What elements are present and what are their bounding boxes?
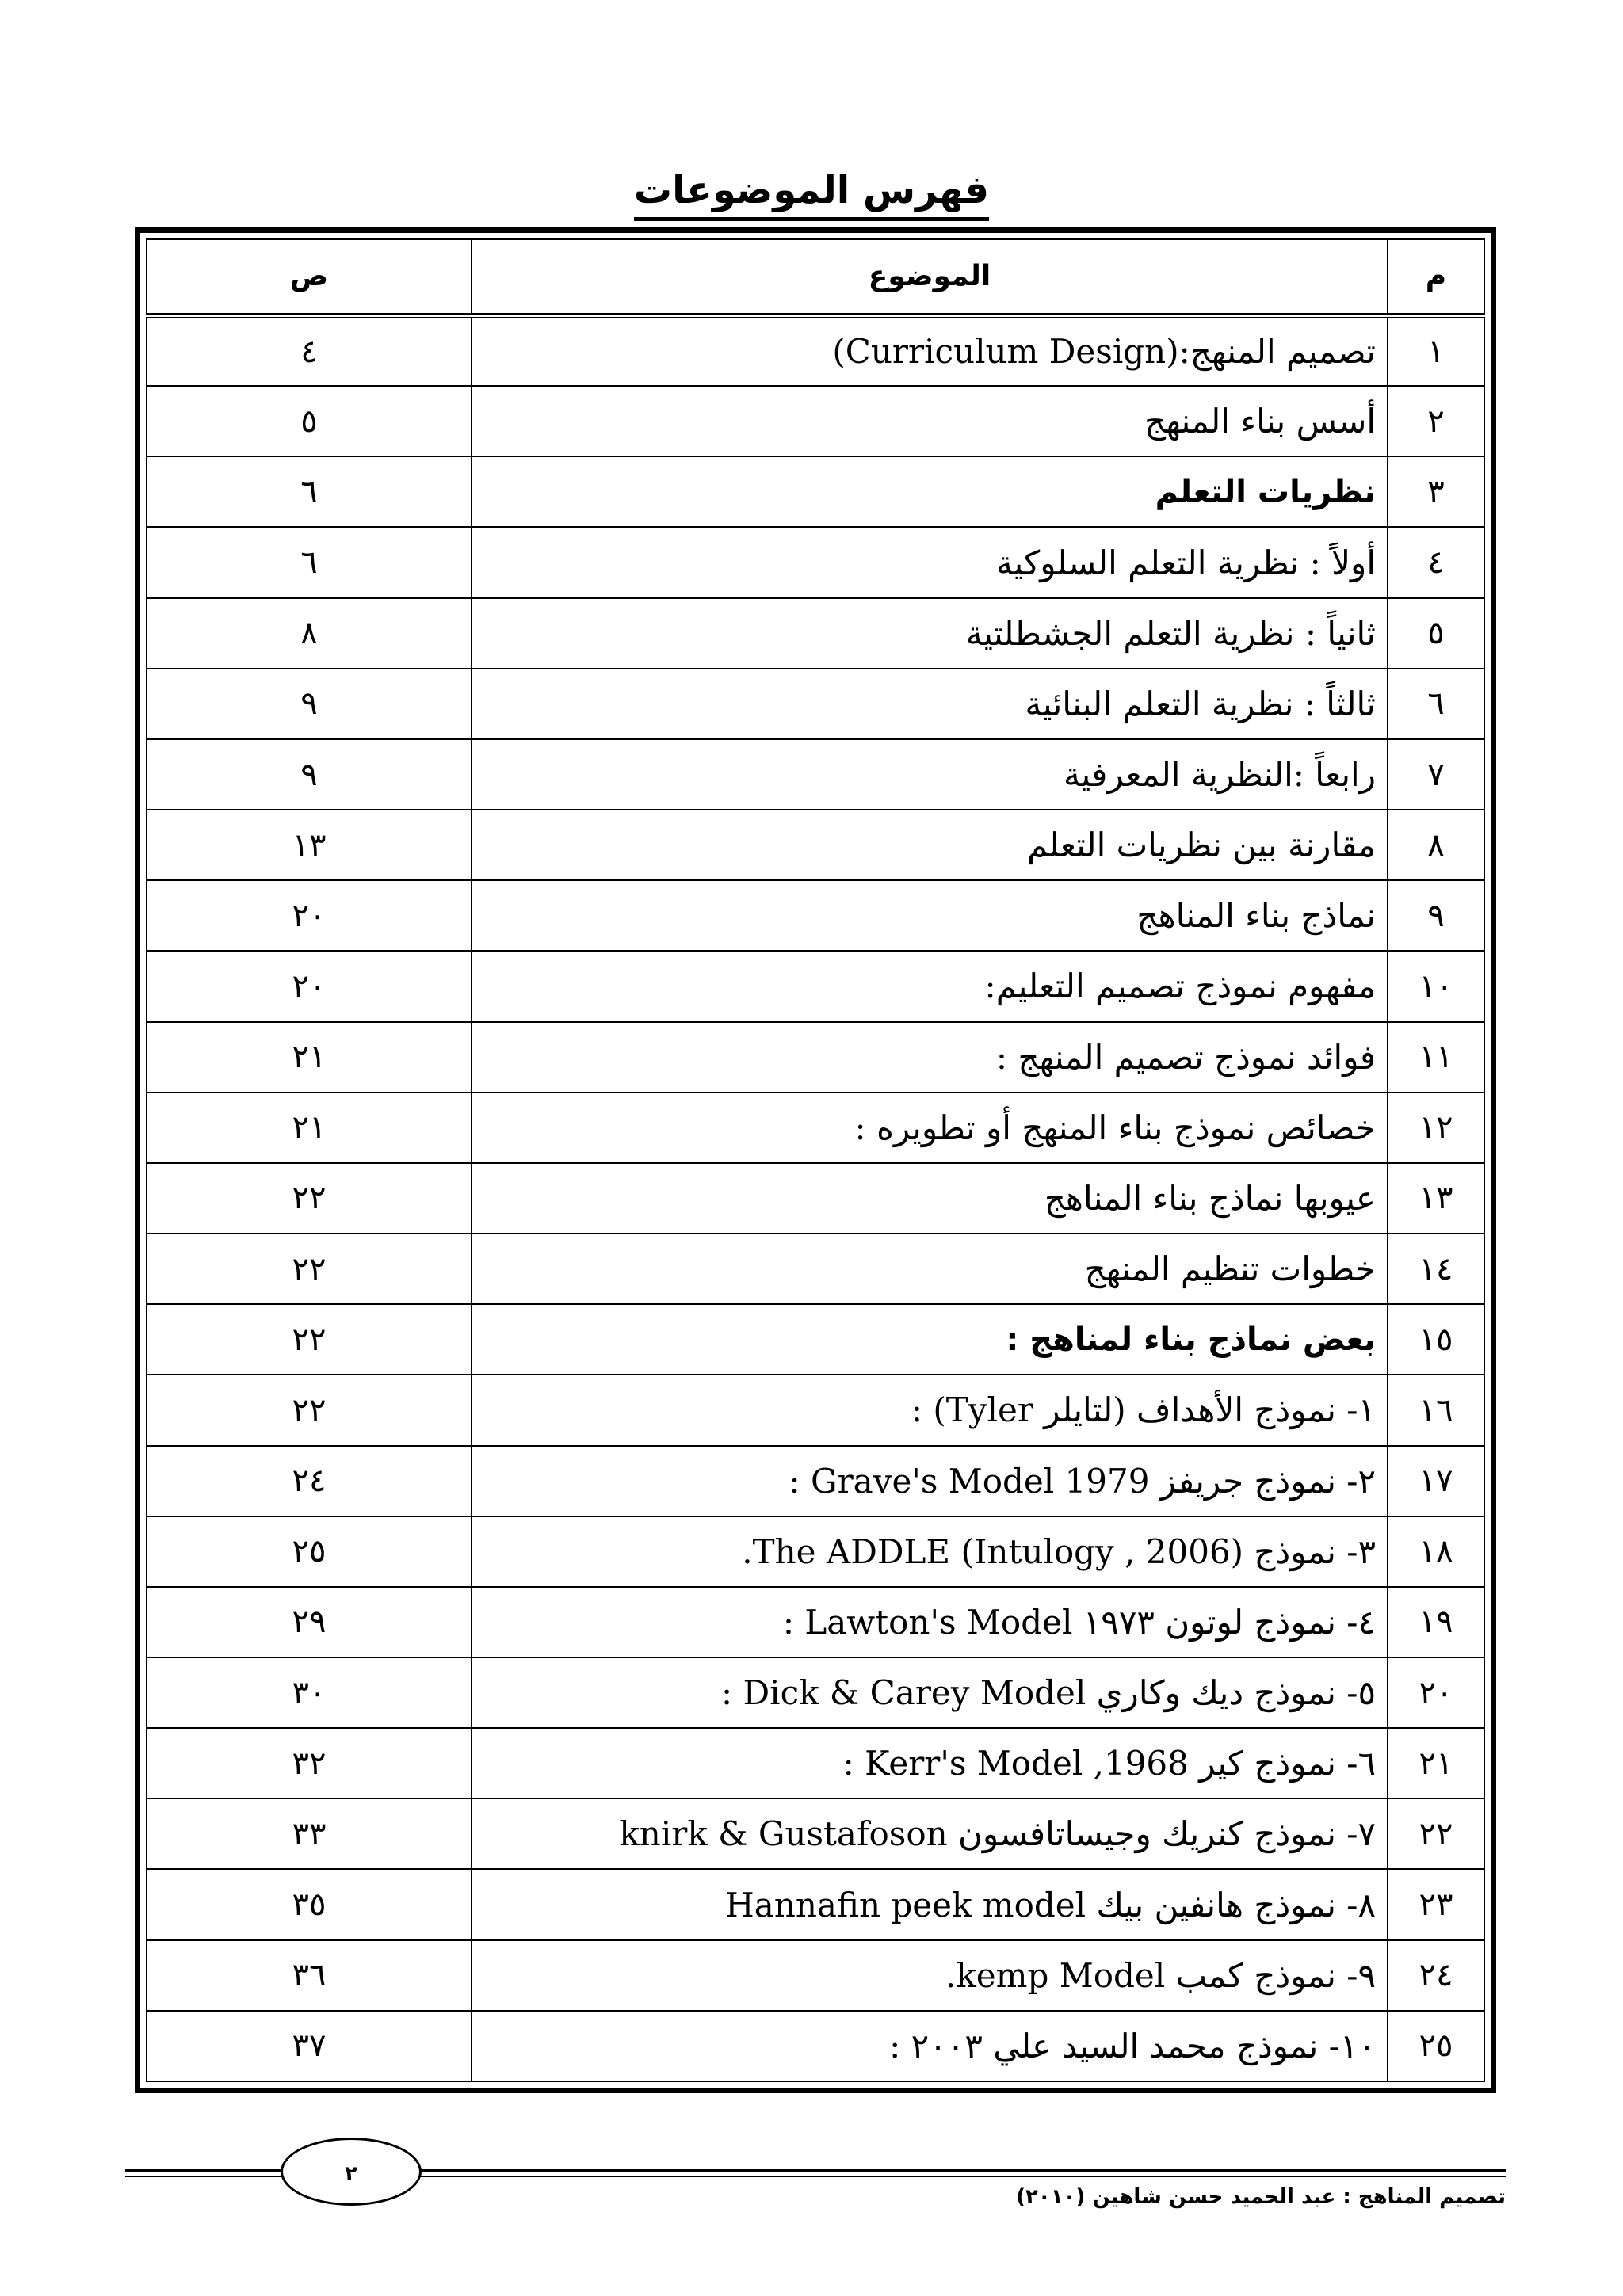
row-number: ٩	[1388, 880, 1484, 951]
row-topic: ثانياً : نظرية التعلم الجشطلتية	[472, 598, 1388, 669]
header-topic: الموضوع	[472, 239, 1388, 315]
table-row	[147, 315, 1484, 386]
table-row	[147, 1798, 1484, 1869]
row-number: ١٩	[1388, 1587, 1484, 1657]
row-topic: خطوات تنظيم المنهج	[472, 1234, 1388, 1304]
row-number: ٢٢	[1388, 1798, 1484, 1869]
row-page: ٥	[147, 386, 472, 456]
row-number: ٤	[1388, 527, 1484, 597]
row-page: ٢٢	[147, 1234, 472, 1304]
row-number: ٣	[1388, 456, 1484, 527]
row-page: ٢٤	[147, 1446, 472, 1516]
toc-header-row	[147, 239, 1484, 315]
row-number: ٢	[1388, 386, 1484, 456]
table-row	[147, 1234, 1484, 1304]
row-number: ٥	[1388, 598, 1484, 669]
row-topic: ١٠- نموذج محمد السيد علي ٢٠٠٣ :	[472, 2011, 1388, 2081]
row-topic: نماذج بناء المناهج	[472, 880, 1388, 951]
table-row	[147, 1163, 1484, 1234]
row-number: ٢٣	[1388, 1869, 1484, 1939]
row-number: ٢٥	[1388, 2011, 1484, 2081]
row-topic: نظريات التعلم	[472, 456, 1388, 527]
table-row	[147, 1093, 1484, 1163]
table-row	[147, 598, 1484, 669]
row-page: ٢٢	[147, 1163, 472, 1234]
table-row	[147, 1657, 1484, 1728]
row-topic: فوائد نموذج تصميم المنهج :	[472, 1022, 1388, 1093]
row-number: ١٥	[1388, 1304, 1484, 1375]
page-title	[0, 168, 1623, 221]
row-page: ٣٥	[147, 1869, 472, 1939]
table-row	[147, 810, 1484, 880]
row-number: ٨	[1388, 810, 1484, 880]
row-page: ٢٢	[147, 1304, 472, 1375]
row-page: ١٣	[147, 810, 472, 880]
row-topic: ٢- نموذج جريفز Grave's Model 1979 :	[472, 1446, 1388, 1516]
row-topic: تصميم المنهج:(Curriculum Design)	[472, 315, 1388, 386]
row-number: ١٧	[1388, 1446, 1484, 1516]
row-page: ٣٧	[147, 2011, 472, 2081]
row-number: ٧	[1388, 739, 1484, 810]
row-topic: أولاً : نظرية التعلم السلوكية	[472, 527, 1388, 597]
row-topic: خصائص نموذج بناء المنهج أو تطويره :	[472, 1093, 1388, 1163]
toc-table	[146, 238, 1485, 2082]
footer-credit: تصميم المناهج : عبد الحميد حسن شاهين (٢٠١٠)	[1016, 2185, 1506, 2209]
header-page: ص	[147, 239, 472, 315]
row-number: ٢٠	[1388, 1657, 1484, 1728]
row-number: ١٤	[1388, 1234, 1484, 1304]
row-number: ٦	[1388, 669, 1484, 739]
header-number: م	[1388, 239, 1484, 315]
row-page: ٢١	[147, 1093, 472, 1163]
table-row	[147, 951, 1484, 1021]
row-number: ١٢	[1388, 1093, 1484, 1163]
row-topic: ٥- نموذج ديك وكاري Dick & Carey Model :	[472, 1657, 1388, 1728]
table-row	[147, 1304, 1484, 1375]
table-row	[147, 1869, 1484, 1939]
table-row	[147, 386, 1484, 456]
table-row	[147, 2011, 1484, 2081]
row-page: ٤	[147, 315, 472, 386]
toc-frame	[135, 227, 1496, 2093]
row-page: ٢٠	[147, 880, 472, 951]
table-row	[147, 1446, 1484, 1516]
row-topic: ٧- نموذج كنريك وجيساتافسون knirk & Gustafoson	[472, 1798, 1388, 1869]
row-number: ٢٤	[1388, 1940, 1484, 2011]
row-number: ١٦	[1388, 1375, 1484, 1445]
row-number: ١٠	[1388, 951, 1484, 1021]
row-topic: ٣- نموذج The ADDLE (Intulogy , 2006).	[472, 1516, 1388, 1587]
row-page: ٦	[147, 456, 472, 527]
row-page: ٢٩	[147, 1587, 472, 1657]
footer	[125, 2162, 1506, 2248]
row-page: ٩	[147, 669, 472, 739]
row-topic: بعض نماذج بناء لمناهج :	[472, 1304, 1388, 1375]
table-row	[147, 1728, 1484, 1798]
table-row	[147, 1587, 1484, 1657]
row-page: ٢٠	[147, 951, 472, 1021]
row-topic: ١- نموذج الأهداف (لتايلر Tyler) :	[472, 1375, 1388, 1445]
row-topic: أسس بناء المنهج	[472, 386, 1388, 456]
row-number: ٢١	[1388, 1728, 1484, 1798]
table-row	[147, 739, 1484, 810]
row-page: ٢٢	[147, 1375, 472, 1445]
row-topic: ٤- نموذج لوتون ١٩٧٣ Lawton's Model :	[472, 1587, 1388, 1657]
row-topic: رابعاً :النظرية المعرفية	[472, 739, 1388, 810]
row-topic: ثالثاً : نظرية التعلم البنائية	[472, 669, 1388, 739]
table-row	[147, 527, 1484, 597]
row-number: ١	[1388, 315, 1484, 386]
row-page: ٣٢	[147, 1728, 472, 1798]
table-row	[147, 1022, 1484, 1093]
row-topic: مفهوم نموذج تصميم التعليم:	[472, 951, 1388, 1021]
row-page: ٩	[147, 739, 472, 810]
row-number: ١٣	[1388, 1163, 1484, 1234]
row-page: ٣٠	[147, 1657, 472, 1728]
page-number: ٢	[281, 2138, 422, 2206]
table-row	[147, 1940, 1484, 2011]
row-page: ٣٦	[147, 1940, 472, 2011]
toc-body	[147, 315, 1484, 2081]
row-page: ٣٣	[147, 1798, 472, 1869]
row-topic: عيوبها نماذج بناء المناهج	[472, 1163, 1388, 1234]
table-row	[147, 880, 1484, 951]
row-page: ٨	[147, 598, 472, 669]
page-title-text: فهرس الموضوعات	[634, 168, 989, 221]
row-page: ٦	[147, 527, 472, 597]
table-row	[147, 669, 1484, 739]
row-topic: مقارنة بين نظريات التعلم	[472, 810, 1388, 880]
table-row	[147, 456, 1484, 527]
row-number: ١١	[1388, 1022, 1484, 1093]
row-topic: ٦- نموذج كير Kerr's Model ,1968 :	[472, 1728, 1388, 1798]
row-number: ١٨	[1388, 1516, 1484, 1587]
row-topic: ٩- نموذج كمب kemp Model.	[472, 1940, 1388, 2011]
row-page: ٢١	[147, 1022, 472, 1093]
table-row	[147, 1375, 1484, 1445]
row-topic: ٨- نموذج هانفين بيك Hannafin peek model	[472, 1869, 1388, 1939]
row-page: ٢٥	[147, 1516, 472, 1587]
table-row	[147, 1516, 1484, 1587]
